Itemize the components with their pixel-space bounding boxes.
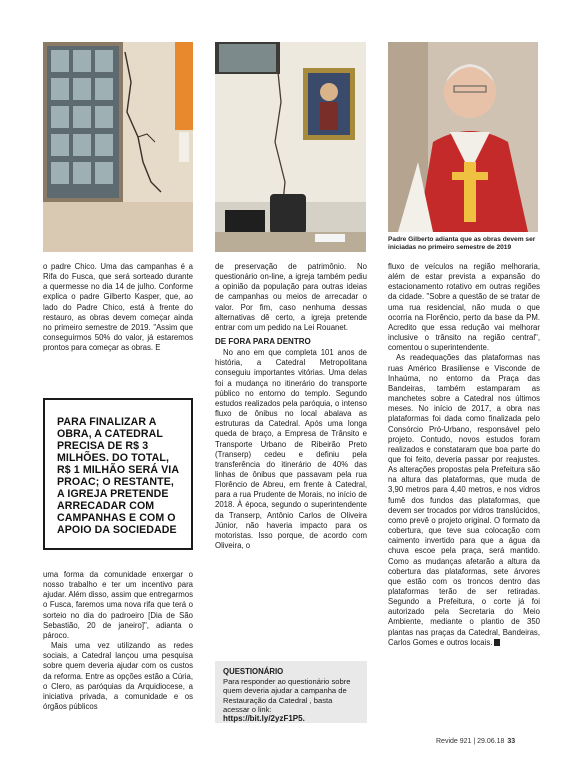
pull-quote: PARA FINALIZAR A OBRA, A CATEDRAL PRECISA DE R$ 3 MILHÕES. DO TOTAL, R$ 1 MILHÃO SERÁ VIA PROAC; O RESTANTE, A IGREJA PRETENDE ARRECADAR COM CAMPANHAS E COM O APOIO DA SOCIEDADE <box>43 398 193 550</box>
questionnaire-title: QUESTIONÁRIO <box>223 667 284 676</box>
photo3-illustration <box>388 42 538 232</box>
questionnaire-box <box>215 661 367 723</box>
section-heading: DE FORA PARA DENTRO <box>215 337 311 347</box>
paragraph: Mais uma vez utilizando as redes sociais, a Catedral lançou uma pesquisa sobre quem deveria ajudar com os custos da reforma. Entre as opções estão a Cúria, o Clero, as paróquias da Arquidiocese, a iniciativa privada, a comunidade e os órgãos públicos <box>43 641 193 712</box>
photo-caption: Padre Gilberto adianta que as obras devem ser iniciadas no primeiro semestre de 2019 <box>388 236 536 252</box>
column-3 <box>388 262 540 730</box>
photo-cracked-wall-window <box>43 42 193 252</box>
paragraph: No ano em que completa 101 anos de história, a Catedral Metropolitana conseguiu importantes vitórias. Uma delas foi a mudança no itinerário do transporte público no entorno do templo. Segundo estudos realizados pela paróquia, o intenso fluxo de ônibus no local abalava as estruturas da Catedral. Após uma longa queda de braço, a Empresa de Trânsito e Transporte Urbano de Ribeirão Preto (Transerp) cedeu e definiu pela transferência do itinerário de 40% das linhas de ônibus que passavam pela rua Florêncio de Abreu, em frente à Catedral, para a rua Prudente de Morais, no início de 2018. À época, segundo o superintendente da Transerp, Antônio Carlos de Oliveira Júnior, não haveria impacto para os motoristas. Isso porque, de acordo com Oliveira, o <box>215 348 367 551</box>
column-1-top <box>43 262 193 387</box>
page-footer <box>436 738 515 745</box>
paragraph: de preservação de patrimônio. No questionário on-line, a igreja também pediu a opinião da população para outras ideias de campanhas ou meios de arrecadar o valor. Por fim, caso nenhuma dessas alternativas dê certo, a igreja pretende entrar com um pedido na Lei Rouanet. <box>215 262 367 332</box>
questionnaire-link[interactable]: https://bit.ly/2yzF1P5. <box>223 714 305 724</box>
paragraph-text: As readequações das plataformas nas ruas Américo Brasiliense e Visconde de Inhaúma, no entorno da Praça das Bandeiras, também estamparam as manchetes sobre a Catedral nos últimos meses. No início de 2017, a obra nas plataformas foi dada como finalizada pelo Consórcio Pró-Urbano, responsável pelo projeto. Contudo, novos estudos foram realizados e constataram que boa parte do que foi feito, deveria passar por reajustes. As alterações propostas pela Prefeitura são na altura das plataformas, que muda de 3,90 metros para 4,40 metros, e nos vidros fumê dos fundos das plataformas, que devem ser trocados por vidros translúcidos, como prevê o projeto original. O formato da cobertura, que teve sua colocação com caimento invertido para que a água da chuva escoe pela praça, será mantido. Como as mudanças afetarão a altura da cobertura das plataformas, sete árvores que estão com os troncos dentro das plataformas terão de ser retiradas. Segundo a Prefeitura, o corte já foi autorizado pela Secretaria do Meio Ambiente, mediante o plantio de 350 plantas nas praças da Catedral, Bandeiras, Carlos Gomes e outros locais. <box>388 353 540 647</box>
photo2-illustration <box>215 42 366 252</box>
paragraph <box>388 353 540 648</box>
photo1-illustration <box>43 42 193 252</box>
column-1-bottom <box>43 570 193 730</box>
column-2 <box>215 262 367 654</box>
photo-priest-portrait <box>388 42 538 232</box>
questionnaire-text: Para responder ao questionário sobre quem deveria ajudar a campanha de Restauração da Catedral , basta acessar o link: <box>223 677 351 714</box>
end-mark-icon <box>494 639 500 646</box>
page-number: 33 <box>507 738 516 745</box>
paragraph: uma forma da comunidade enxergar o nosso trabalho e ter um incentivo para ajudar. Além disso, assim que entregarmos o Fusca, faremos uma nova rifa que terá o sorteio no dia do padroeiro [Dia de São Sebastião, 20 de janeiro]", adianta o pároco. <box>43 570 193 640</box>
issue-info: Revide 921 | 29.06.18 <box>436 738 505 745</box>
paragraph: o padre Chico. Uma das campanhas é a Rifa do Fusca, que será sorteado durante a quermesse no dia 14 de julho. Conforme explica o padre Gilberto Kasper, que, ao lado do Padre Chico, está à frente do restauro, as obras devem começar ainda no primeiro semestre de 2019. "Assim que conseguirmos 50% do valor, já estaremos prontos para começar as obras. E <box>43 262 193 353</box>
photo-cracked-wall-painting <box>215 42 366 252</box>
paragraph: fluxo de veículos na região melhoraria, além de estar prevista a expansão do estacionamento rotativo em outras regiões da cidade. "Sobre a questão de se tratar de uma rua residencial, não muda o que ocorria na Florêncio, perto da base da PM. Acredito que essa redução vai melhorar inclusive o trânsito na região central", comentou o superintendente. <box>388 262 540 353</box>
